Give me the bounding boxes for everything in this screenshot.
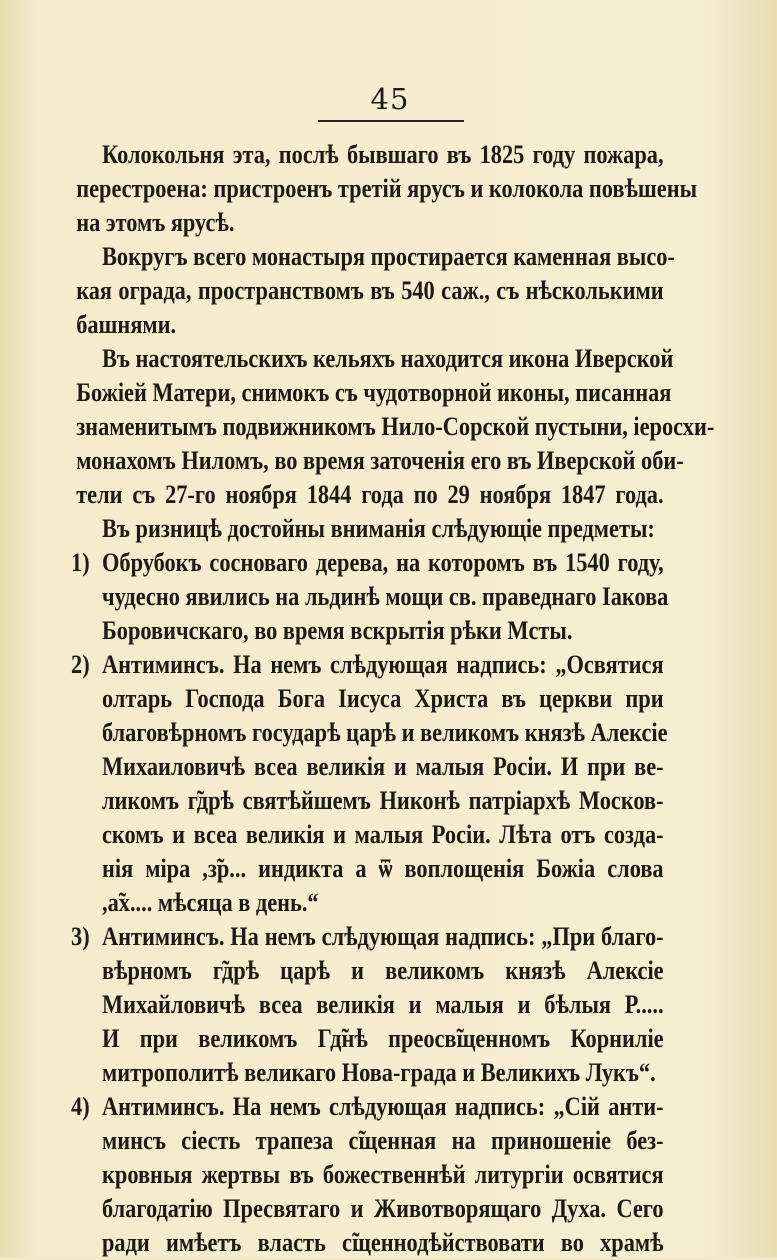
text-line: митрополитѣ великаго Нова-града и Великихъ Лукъ“.	[102, 1058, 656, 1087]
text-line: вѣрномъ г̃дрѣ царѣ и великомъ князѣ Алексіе	[102, 956, 664, 985]
text-line: перестроена: пристроенъ третій ярусъ и колокола повѣшены	[76, 174, 698, 203]
list-item	[71, 546, 669, 648]
text-line: Въ настоятельскихъ кельяхъ находится икона Иверской	[102, 344, 674, 373]
text-line: Антиминсъ. На немъ слѣдующая надпись: „При благо-	[102, 922, 664, 951]
text-line: ,а̃х.... мѣсяца в день.“	[102, 888, 319, 917]
list-item	[71, 648, 668, 920]
text-line: Въ ризницѣ достойны вниманія слѣдующіе предметы:	[102, 514, 655, 543]
list-item	[71, 1090, 664, 1260]
text-line: ликомъ г̃дрѣ святѣйшемъ Никонѣ патріархѣ Москов-	[102, 786, 664, 815]
header-rule	[318, 120, 464, 122]
text-line: ради имѣетъ власть с̃щеннодѣйствовати во храмѣ	[102, 1228, 664, 1257]
text-line: благодатію Пресвятаго и Животворящаго Духа. Сего	[102, 1194, 664, 1223]
paragraph-bell-tower	[76, 138, 698, 240]
text-line: Антиминсъ. На немъ слѣдующая надпись: „Сій анти-	[102, 1092, 664, 1121]
text-line: И при великомъ Гд̃нѣ преосв̃щенномъ Корниліе	[102, 1024, 664, 1053]
text-line: нія міра ,з̃р... индикта а ѿ воплощенія Божіа слова	[102, 854, 664, 883]
text-line: знаменитымъ подвижникомъ Нило-Сорской пустыни, іеросхи-	[76, 412, 715, 441]
item-number: 3)	[71, 922, 90, 951]
text-line: олтарь Господа Бога Іисуса Христа въ церкви при	[102, 684, 664, 713]
text-line: кровныя жертвы въ божественнѣй литургіи освятися	[102, 1160, 664, 1189]
list-item	[71, 920, 664, 1090]
text-line: Боровичскаго, во время вскрытія рѣки Мсты.	[102, 616, 573, 645]
text-line: Михаиловичѣ всеа великія и малыя Росіи. И при ве-	[102, 752, 664, 781]
text-line: минсъ сіесть трапеза с̃щенная на приношеніе без-	[102, 1126, 664, 1155]
text-line: скомъ и всеа великія и малыя Росіи. Лѣта отъ созда-	[102, 820, 664, 849]
paragraph-wall	[76, 240, 675, 342]
text-line: Михайловичѣ всеа великія и малыя и бѣлыя Р.....	[102, 990, 664, 1019]
text-line: благовѣрномъ государѣ царѣ и великомъ князѣ Алексіе	[102, 718, 668, 747]
body-text	[71, 138, 715, 1260]
text-line: Вокругъ всего монастыря простирается каменная высо-	[102, 242, 675, 271]
text-line: тели съ 27-го ноября 1844 года по 29 ноября 1847 года.	[76, 480, 664, 509]
text-line: Обрубокъ сосноваго дерева, на которомъ въ 1540 году,	[102, 548, 664, 577]
text-line: монахомъ Ниломъ, во время заточенія его въ Иверской оби-	[76, 446, 684, 475]
text-line: чудесно явились на льдинѣ мощи св. праведнаго Іакова	[102, 582, 669, 611]
text-line: башнями.	[76, 310, 177, 339]
item-number: 4)	[71, 1092, 90, 1121]
item-number: 1)	[71, 548, 90, 577]
paragraph-icon	[76, 342, 715, 512]
text-line: на этомъ ярусѣ.	[76, 208, 235, 237]
page-number: 45	[370, 82, 410, 116]
text-line: Колокольня эта, послѣ бывшаго въ 1825 году пожара,	[102, 140, 664, 169]
text-line: кая ограда, пространствомъ въ 540 саж., съ нѣсколькими	[76, 276, 664, 305]
paragraph-sacristy	[102, 512, 664, 546]
text-line: Божіей Матери, снимокъ съ чудотворной иконы, писанная	[76, 378, 672, 407]
item-number: 2)	[71, 650, 90, 679]
text-line: Антиминсъ. На немъ слѣдующая надпись: „Освятися	[102, 650, 664, 679]
